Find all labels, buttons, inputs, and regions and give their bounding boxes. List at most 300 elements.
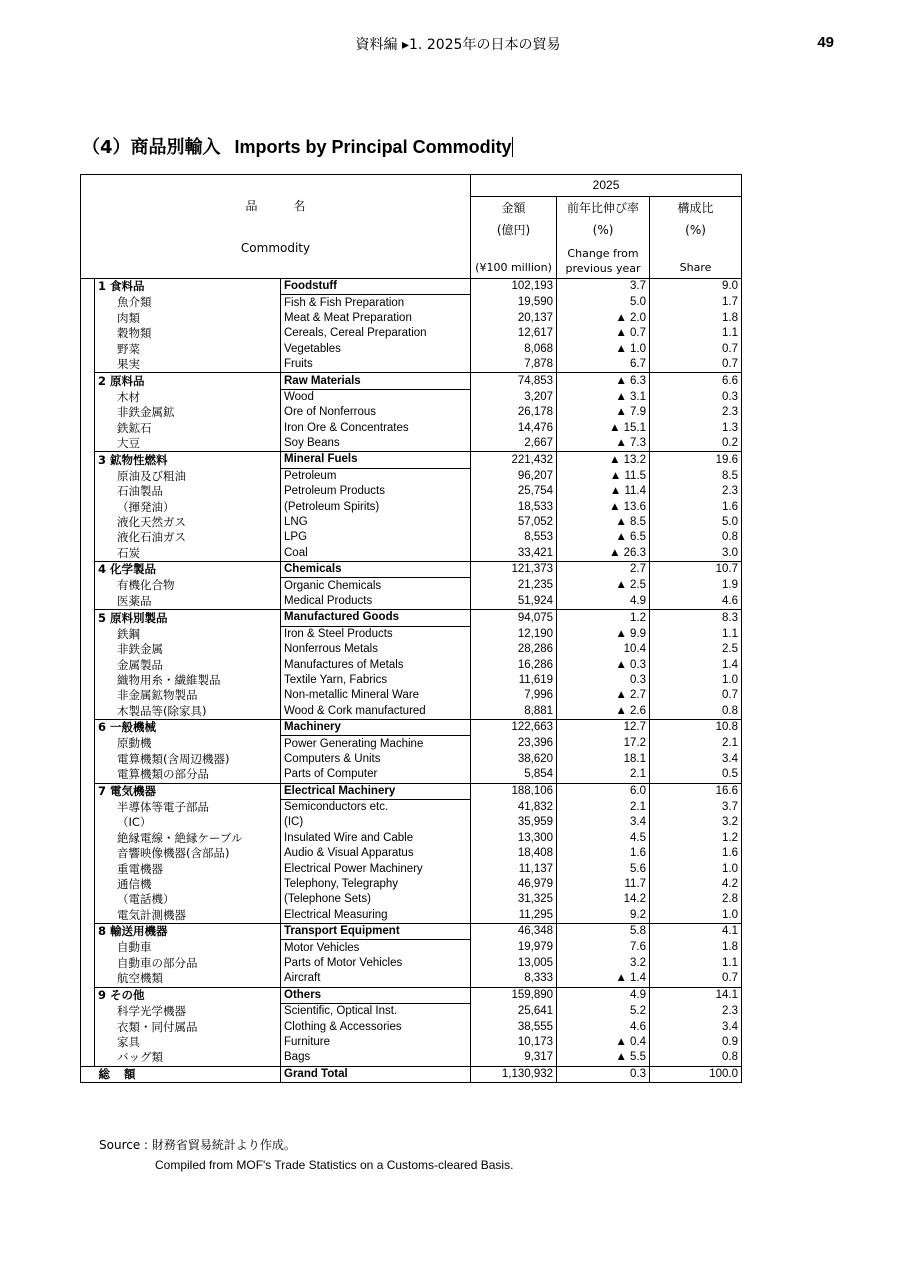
change-cell: 12.7	[557, 719, 650, 735]
value-cell: 14,476	[471, 421, 557, 436]
value-cell: 57,052	[471, 515, 557, 530]
change-header-jp: 前年比伸び率	[557, 197, 650, 220]
share-cell: 2.8	[650, 892, 742, 907]
value-cell: 221,432	[471, 452, 557, 468]
commodity-name-en: Parts of Motor Vehicles	[281, 956, 471, 971]
row-gutter	[81, 1019, 95, 1034]
change-cell: 1.2	[557, 610, 650, 626]
row-gutter	[81, 877, 95, 892]
row-gutter	[81, 799, 95, 815]
value-cell: 18,408	[471, 846, 557, 861]
commodity-name-jp: 3 鉱物性燃料	[95, 452, 281, 468]
table-row	[81, 1035, 742, 1050]
row-gutter	[81, 610, 95, 626]
category-row	[81, 279, 742, 295]
change-cell: 5.2	[557, 1003, 650, 1019]
row-gutter	[81, 562, 95, 578]
table-row	[81, 326, 742, 341]
change-cell: 5.8	[557, 924, 650, 940]
commodity-name-jp: 果実	[95, 357, 281, 373]
value-cell: 41,832	[471, 799, 557, 815]
category-row	[81, 719, 742, 735]
commodity-name-en: Ore of Nonferrous	[281, 405, 471, 420]
value-cell: 19,979	[471, 940, 557, 956]
row-gutter	[81, 295, 95, 311]
table-row	[81, 956, 742, 971]
value-cell: 51,924	[471, 594, 557, 610]
change-cell: 5.6	[557, 861, 650, 876]
page-header	[0, 34, 916, 54]
commodity-name-jp: （揮発油）	[95, 499, 281, 514]
row-gutter	[81, 484, 95, 499]
change-cell: 2.1	[557, 799, 650, 815]
share-cell: 1.6	[650, 499, 742, 514]
table-row	[81, 421, 742, 436]
change-cell: 6.7	[557, 357, 650, 373]
value-cell: 5,854	[471, 767, 557, 783]
commodity-name-en: Petroleum Products	[281, 484, 471, 499]
table-row	[81, 688, 742, 703]
row-gutter	[81, 831, 95, 846]
commodity-name-en: Scientific, Optical Inst.	[281, 1003, 471, 1019]
value-cell: 94,075	[471, 610, 557, 626]
row-gutter	[81, 468, 95, 484]
share-header-jp: 構成比	[650, 197, 742, 220]
change-cell: ▲ 2.0	[557, 311, 650, 326]
commodity-name-jp: （IC）	[95, 815, 281, 830]
table-row	[81, 815, 742, 830]
value-cell: 7,878	[471, 357, 557, 373]
row-gutter	[81, 279, 95, 295]
row-gutter	[81, 389, 95, 405]
commodity-name-en: Semiconductors etc.	[281, 799, 471, 815]
section-title	[82, 133, 513, 159]
commodity-name-en: (Telephone Sets)	[281, 892, 471, 907]
commodity-name-en: Vegetables	[281, 342, 471, 357]
commodity-name-en: LPG	[281, 530, 471, 545]
change-cell: ▲ 15.1	[557, 421, 650, 436]
change-cell: 14.2	[557, 892, 650, 907]
row-gutter	[81, 861, 95, 876]
row-gutter	[81, 704, 95, 720]
share-cell: 14.1	[650, 987, 742, 1003]
table-row	[81, 499, 742, 514]
change-cell: ▲ 7.9	[557, 405, 650, 420]
commodity-name-jp: 非金属鉱物製品	[95, 688, 281, 703]
value-cell: 12,617	[471, 326, 557, 341]
share-cell: 4.2	[650, 877, 742, 892]
category-row	[81, 373, 742, 389]
commodity-name-en: Textile Yarn, Fabrics	[281, 673, 471, 688]
commodity-name-en: Electrical Measuring	[281, 908, 471, 924]
share-cell: 1.0	[650, 908, 742, 924]
change-cell: 0.3	[557, 673, 650, 688]
share-cell: 3.7	[650, 799, 742, 815]
commodity-name-en: Bags	[281, 1050, 471, 1066]
change-cell: ▲ 0.3	[557, 657, 650, 672]
value-cell: 31,325	[471, 892, 557, 907]
commodity-name-en: Cereals, Cereal Preparation	[281, 326, 471, 341]
share-cell: 1.9	[650, 578, 742, 594]
commodity-name-en: Chemicals	[281, 562, 471, 578]
commodity-name-en: Fruits	[281, 357, 471, 373]
commodity-name-jp: 電算機類の部分品	[95, 767, 281, 783]
change-cell: 3.4	[557, 815, 650, 830]
row-gutter	[81, 736, 95, 752]
imports-table	[80, 174, 742, 1083]
change-cell: ▲ 1.4	[557, 971, 650, 987]
source-note	[99, 1136, 514, 1172]
value-cell: 8,333	[471, 971, 557, 987]
row-gutter	[81, 846, 95, 861]
value-cell: 2,667	[471, 436, 557, 452]
category-row	[81, 562, 742, 578]
change-cell: ▲ 11.5	[557, 468, 650, 484]
change-cell: 4.6	[557, 1019, 650, 1034]
change-cell: ▲ 3.1	[557, 389, 650, 405]
share-cell: 0.7	[650, 688, 742, 703]
change-cell: 2.7	[557, 562, 650, 578]
commodity-name-jp: 家具	[95, 1035, 281, 1050]
value-cell: 11,137	[471, 861, 557, 876]
commodity-name-en: Insulated Wire and Cable	[281, 831, 471, 846]
commodity-name-jp: 電気計測機器	[95, 908, 281, 924]
value-cell: 11,619	[471, 673, 557, 688]
commodity-name-en: Non-metallic Mineral Ware	[281, 688, 471, 703]
table-row	[81, 704, 742, 720]
table-row	[81, 831, 742, 846]
table-row	[81, 578, 742, 594]
commodity-name-en: Audio & Visual Apparatus	[281, 846, 471, 861]
commodity-name-jp: 8 輸送用機器	[95, 924, 281, 940]
category-row	[81, 452, 742, 468]
value-cell: 35,959	[471, 815, 557, 830]
row-gutter	[81, 326, 95, 341]
share-cell: 1.1	[650, 956, 742, 971]
commodity-name-en: Manufactures of Metals	[281, 657, 471, 672]
commodity-name-en: Raw Materials	[281, 373, 471, 389]
share-cell: 1.0	[650, 673, 742, 688]
change-cell: 11.7	[557, 877, 650, 892]
share-cell: 1.0	[650, 861, 742, 876]
row-gutter	[81, 940, 95, 956]
total-name-jp: 総額	[95, 1066, 281, 1082]
change-cell: ▲ 11.4	[557, 484, 650, 499]
commodity-name-jp: 6 一般機械	[95, 719, 281, 735]
change-cell: 3.2	[557, 956, 650, 971]
value-cell: 13,300	[471, 831, 557, 846]
commodity-name-jp: 木製品等(除家具)	[95, 704, 281, 720]
commodity-name-jp: 2 原料品	[95, 373, 281, 389]
share-cell: 16.6	[650, 783, 742, 799]
change-cell: ▲ 1.0	[557, 342, 650, 357]
change-cell: ▲ 5.5	[557, 1050, 650, 1066]
change-cell: 18.1	[557, 752, 650, 767]
commodity-name-jp: 野菜	[95, 342, 281, 357]
value-cell: 28,286	[471, 642, 557, 657]
commodity-name-jp: 魚介類	[95, 295, 281, 311]
share-cell: 3.4	[650, 752, 742, 767]
commodity-name-jp: 非鉄金属	[95, 642, 281, 657]
row-gutter	[81, 908, 95, 924]
value-cell: 46,979	[471, 877, 557, 892]
share-cell: 10.7	[650, 562, 742, 578]
table-row	[81, 908, 742, 924]
commodity-name-jp: 1 食料品	[95, 279, 281, 295]
value-cell: 13,005	[471, 956, 557, 971]
commodity-name-jp: 非鉄金属鉱	[95, 405, 281, 420]
change-cell: 4.5	[557, 831, 650, 846]
commodity-name-en: Organic Chemicals	[281, 578, 471, 594]
total-name-en: Grand Total	[281, 1066, 471, 1082]
row-gutter	[81, 515, 95, 530]
table-row	[81, 892, 742, 907]
value-cell: 11,295	[471, 908, 557, 924]
value-cell: 8,881	[471, 704, 557, 720]
commodity-name-jp: 金属製品	[95, 657, 281, 672]
change-cell: 3.7	[557, 279, 650, 295]
share-cell: 4.1	[650, 924, 742, 940]
value-cell: 159,890	[471, 987, 557, 1003]
row-gutter	[81, 1035, 95, 1050]
commodity-name-en: (Petroleum Spirits)	[281, 499, 471, 514]
commodity-name-jp: 織物用糸・繊維製品	[95, 673, 281, 688]
commodity-name-jp: 液化天然ガス	[95, 515, 281, 530]
share-cell: 2.1	[650, 736, 742, 752]
share-cell: 9.0	[650, 279, 742, 295]
commodity-header-jp: 品 名	[245, 198, 306, 213]
row-gutter	[81, 642, 95, 657]
share-cell: 1.8	[650, 940, 742, 956]
commodity-name-jp: 5 原料別製品	[95, 610, 281, 626]
value-cell: 8,553	[471, 530, 557, 545]
table-row	[81, 657, 742, 672]
commodity-name-jp: 9 その他	[95, 987, 281, 1003]
share-cell: 4.6	[650, 594, 742, 610]
commodity-name-en: Meat & Meat Preparation	[281, 311, 471, 326]
commodity-name-en: Wood	[281, 389, 471, 405]
value-cell: 9,317	[471, 1050, 557, 1066]
change-cell: 7.6	[557, 940, 650, 956]
share-cell: 3.2	[650, 815, 742, 830]
commodity-name-jp: 石炭	[95, 546, 281, 562]
table-row	[81, 436, 742, 452]
commodity-name-jp: 航空機類	[95, 971, 281, 987]
share-cell: 1.8	[650, 311, 742, 326]
change-cell: 10.4	[557, 642, 650, 657]
share-header-en: Share	[650, 241, 742, 279]
commodity-name-jp: 石油製品	[95, 484, 281, 499]
row-gutter	[81, 626, 95, 642]
share-cell: 5.0	[650, 515, 742, 530]
share-cell: 2.3	[650, 484, 742, 499]
share-cell: 6.6	[650, 373, 742, 389]
commodity-name-en: Computers & Units	[281, 752, 471, 767]
commodity-name-en: Medical Products	[281, 594, 471, 610]
total-value: 1,130,932	[471, 1066, 557, 1082]
value-cell: 25,641	[471, 1003, 557, 1019]
change-cell: ▲ 6.3	[557, 373, 650, 389]
commodity-name-jp: バッグ類	[95, 1050, 281, 1066]
row-gutter	[81, 971, 95, 987]
change-cell: ▲ 13.6	[557, 499, 650, 514]
table-row	[81, 877, 742, 892]
table-row	[81, 546, 742, 562]
value-cell: 102,193	[471, 279, 557, 295]
commodity-name-jp: 液化石油ガス	[95, 530, 281, 545]
row-gutter	[81, 421, 95, 436]
row-gutter	[81, 688, 95, 703]
category-row	[81, 783, 742, 799]
row-gutter	[81, 673, 95, 688]
commodity-name-en: Clothing & Accessories	[281, 1019, 471, 1034]
share-cell: 0.8	[650, 530, 742, 545]
change-cell: 9.2	[557, 908, 650, 924]
change-cell: 17.2	[557, 736, 650, 752]
table-row	[81, 1003, 742, 1019]
commodity-name-en: Petroleum	[281, 468, 471, 484]
change-cell: 4.9	[557, 594, 650, 610]
commodity-name-jp: （電話機）	[95, 892, 281, 907]
change-cell: ▲ 2.7	[557, 688, 650, 703]
commodity-name-en: Electrical Power Machinery	[281, 861, 471, 876]
commodity-name-en: Others	[281, 987, 471, 1003]
commodity-name-en: Telephony, Telegraphy	[281, 877, 471, 892]
share-cell: 1.3	[650, 421, 742, 436]
table-row	[81, 468, 742, 484]
value-cell: 188,106	[471, 783, 557, 799]
share-cell: 19.6	[650, 452, 742, 468]
row-gutter	[81, 987, 95, 1003]
row-gutter	[81, 452, 95, 468]
value-cell: 38,555	[471, 1019, 557, 1034]
share-cell: 0.8	[650, 704, 742, 720]
change-cell: 1.6	[557, 846, 650, 861]
category-row	[81, 610, 742, 626]
commodity-name-en: Manufactured Goods	[281, 610, 471, 626]
change-cell: 6.0	[557, 783, 650, 799]
commodity-name-en: Parts of Computer	[281, 767, 471, 783]
source-line-jp: Source : 財務省貿易統計より作成。	[99, 1138, 296, 1152]
value-cell: 19,590	[471, 295, 557, 311]
value-unit-jp: (億円)	[471, 219, 557, 241]
commodity-name-en: Fish & Fish Preparation	[281, 295, 471, 311]
value-cell: 96,207	[471, 468, 557, 484]
commodity-name-en: LNG	[281, 515, 471, 530]
commodity-name-jp: 4 化学製品	[95, 562, 281, 578]
commodity-name-en: Machinery	[281, 719, 471, 735]
change-cell: 5.0	[557, 295, 650, 311]
share-cell: 2.5	[650, 642, 742, 657]
table-row	[81, 1050, 742, 1066]
table-row	[81, 642, 742, 657]
change-cell: ▲ 13.2	[557, 452, 650, 468]
value-cell: 46,348	[471, 924, 557, 940]
change-header-en	[557, 241, 650, 279]
share-cell: 1.6	[650, 846, 742, 861]
row-gutter	[81, 357, 95, 373]
share-cell: 3.0	[650, 546, 742, 562]
share-cell: 0.7	[650, 342, 742, 357]
share-cell: 2.3	[650, 1003, 742, 1019]
row-gutter	[81, 892, 95, 907]
change-cell: ▲ 9.9	[557, 626, 650, 642]
share-cell: 0.8	[650, 1050, 742, 1066]
share-cell: 3.4	[650, 1019, 742, 1034]
share-cell: 10.8	[650, 719, 742, 735]
commodity-name-en: Soy Beans	[281, 436, 471, 452]
table-row	[81, 940, 742, 956]
value-cell: 21,235	[471, 578, 557, 594]
commodity-name-jp: 衣類・同付属品	[95, 1019, 281, 1034]
change-cell: ▲ 0.4	[557, 1035, 650, 1050]
row-gutter	[81, 719, 95, 735]
value-cell: 16,286	[471, 657, 557, 672]
grand-total-row	[81, 1066, 742, 1082]
commodity-name-jp: 肉類	[95, 311, 281, 326]
commodity-name-en: Aircraft	[281, 971, 471, 987]
commodity-header-en: Commodity	[240, 240, 311, 255]
value-cell: 20,137	[471, 311, 557, 326]
running-header-title: 資料編 ▸1. 2025年の日本の貿易	[355, 37, 561, 53]
commodity-name-jp: 原動機	[95, 736, 281, 752]
commodity-name-jp: 鉄鋼	[95, 626, 281, 642]
share-cell: 0.3	[650, 389, 742, 405]
table-row	[81, 767, 742, 783]
commodity-name-en: Iron & Steel Products	[281, 626, 471, 642]
commodity-name-en: Power Generating Machine	[281, 736, 471, 752]
commodity-name-jp: 原油及び粗油	[95, 468, 281, 484]
row-gutter	[81, 342, 95, 357]
value-cell: 12,190	[471, 626, 557, 642]
commodity-name-jp: 穀物類	[95, 326, 281, 341]
commodity-name-jp: 木材	[95, 389, 281, 405]
share-cell: 2.3	[650, 405, 742, 420]
row-gutter	[81, 783, 95, 799]
value-cell: 10,173	[471, 1035, 557, 1050]
row-gutter	[81, 405, 95, 420]
table-row	[81, 295, 742, 311]
change-cell: 4.9	[557, 987, 650, 1003]
total-share: 100.0	[650, 1066, 742, 1082]
commodity-name-jp: 有機化合物	[95, 578, 281, 594]
commodity-name-en: Nonferrous Metals	[281, 642, 471, 657]
table-total	[81, 1066, 742, 1082]
commodity-header-cell	[81, 175, 471, 279]
commodity-name-en: Transport Equipment	[281, 924, 471, 940]
commodity-name-jp: 大豆	[95, 436, 281, 452]
commodity-name-en: Iron Ore & Concentrates	[281, 421, 471, 436]
share-unit: (%)	[650, 219, 742, 241]
value-cell: 26,178	[471, 405, 557, 420]
value-header-jp: 金額	[471, 197, 557, 220]
row-gutter	[81, 546, 95, 562]
value-cell: 7,996	[471, 688, 557, 703]
table-row	[81, 752, 742, 767]
commodity-name-en: Foodstuff	[281, 279, 471, 295]
row-gutter	[81, 657, 95, 672]
value-cell: 74,853	[471, 373, 557, 389]
table-row	[81, 1019, 742, 1034]
row-gutter	[81, 594, 95, 610]
share-cell: 1.4	[650, 657, 742, 672]
table-row	[81, 357, 742, 373]
table-row	[81, 515, 742, 530]
value-cell: 25,754	[471, 484, 557, 499]
category-row	[81, 987, 742, 1003]
table-row	[81, 971, 742, 987]
value-cell: 122,663	[471, 719, 557, 735]
